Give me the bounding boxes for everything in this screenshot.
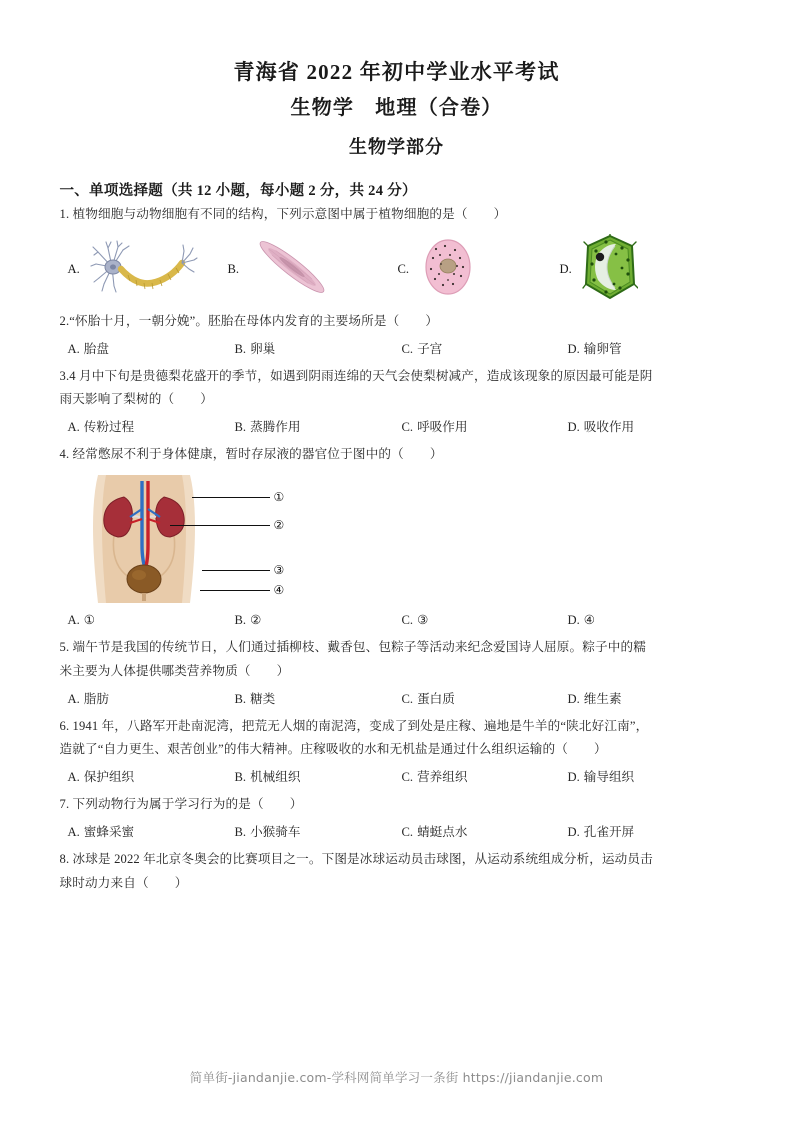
question-7-stem-end: ）: [289, 797, 303, 812]
question-8-stem-end: ）: [174, 875, 188, 890]
footer-watermark: 简单街-jiandanjie.com-学科网简单学习一条街 https://jiandanjie.com: [189, 1070, 604, 1085]
question-7: [60, 792, 742, 847]
option-c-text: 呼吸作用: [417, 420, 468, 435]
leader-line-4: [200, 590, 270, 591]
option-c[interactable]: [402, 412, 468, 442]
question-8-stem-line2: [60, 871, 742, 896]
option-a-text: 保护组织: [83, 770, 135, 785]
question-4: [60, 442, 742, 635]
section-title: 生物学部分: [349, 136, 444, 157]
question-2-stem-end: ）: [425, 313, 439, 328]
question-8-stem-line2-text: 球时动力来自（: [59, 875, 149, 890]
option-c-label: C.: [401, 420, 414, 435]
question-8: [60, 847, 742, 895]
option-c[interactable]: [402, 605, 429, 635]
option-a[interactable]: [68, 684, 109, 714]
option-d-text: 孔雀开屏: [583, 825, 635, 840]
option-a[interactable]: [68, 412, 135, 442]
callout-3: ③: [273, 563, 285, 578]
part-heading: 一、单项选择题（共 12 小题，每小题 2 分，共 24 分）: [59, 182, 417, 199]
option-a-text: 蜜蜂采蜜: [83, 825, 135, 840]
option-b[interactable]: [235, 605, 262, 635]
question-3-stem-line2: [60, 387, 742, 412]
option-a-label: A.: [67, 613, 80, 628]
option-b-text: ②: [250, 613, 262, 628]
option-b[interactable]: [235, 684, 276, 714]
option-c[interactable]: [398, 233, 478, 307]
question-7-options: [60, 817, 742, 847]
option-a[interactable]: [68, 233, 198, 307]
option-b-text: 糖类: [250, 691, 276, 706]
option-d-label: D.: [567, 825, 580, 840]
leader-line-2: [170, 525, 270, 526]
option-d-label: D.: [567, 341, 580, 356]
option-d-text: 维生素: [583, 691, 622, 706]
plant-cell-image: [582, 234, 638, 305]
question-2-stem: [60, 309, 742, 334]
question-1-stem: [60, 202, 742, 227]
question-3-stem-line2-text: 雨天影响了梨树的（: [59, 392, 175, 407]
question-5-stem: 5. 端午节是我国的传统节日，人们通过插柳枝、戴香包、包粽子等活动来纪念爱国诗人屈原。粽子中的糯: [59, 640, 647, 655]
option-c-text: 营养组织: [417, 770, 468, 785]
option-c-label: C.: [397, 262, 410, 277]
option-b-label: B.: [234, 691, 247, 706]
option-d-label: D.: [567, 613, 580, 628]
question-2: [60, 309, 742, 364]
option-d-text: 吸收作用: [583, 420, 635, 435]
page-subtitle: 生物学 地理（合卷）: [290, 96, 503, 119]
callout-2: ②: [273, 518, 285, 533]
question-6-stem: 6. 1941 年，八路军开赴南泥湾，把荒无人烟的南泥湾，变成了到处是庄稼、遍地是牛羊的“陕北好江南”，: [59, 718, 649, 733]
question-7-stem-text: 7. 下列动物行为属于学习行为的是（: [59, 797, 264, 812]
option-b[interactable]: [235, 412, 301, 442]
option-a-text: 传粉过程: [83, 420, 135, 435]
option-c[interactable]: [402, 684, 455, 714]
option-a-label: A.: [67, 262, 80, 277]
question-4-options: [60, 605, 742, 635]
option-b-label: B.: [234, 613, 247, 628]
option-a-label: A.: [67, 691, 80, 706]
option-b[interactable]: [235, 762, 301, 792]
option-d-label: D.: [559, 262, 572, 277]
question-5: [60, 635, 742, 713]
option-a[interactable]: [68, 334, 109, 364]
page-title: 青海省 2022 年初中学业水平考试: [233, 60, 560, 84]
question-8-stem: 8. 冰球是 2022 年北京冬奥会的比赛项目之一。下图是冰球运动员击球图，从运动系统组成分析，运动员击: [59, 852, 653, 867]
option-d-label: D.: [567, 691, 580, 706]
option-b-label: B.: [234, 420, 247, 435]
option-c-label: C.: [401, 691, 414, 706]
option-b-text: 小猴骑车: [250, 825, 301, 840]
option-b-text: 机械组织: [250, 770, 301, 785]
callout-4: ④: [273, 583, 285, 598]
option-c-label: C.: [401, 613, 414, 628]
option-c-text: 蛋白质: [417, 691, 455, 706]
option-c[interactable]: [402, 334, 443, 364]
leader-line-3: [202, 570, 270, 571]
question-4-stem: [60, 442, 742, 467]
question-5-stem-line2-text: 米主要为人体提供哪类营养物质（: [59, 663, 251, 678]
option-c-text: 蜻蜓点水: [417, 825, 468, 840]
option-d-label: D.: [567, 420, 580, 435]
option-b-label: B.: [234, 770, 247, 785]
diagram-callouts: [212, 475, 312, 603]
muscle-cell-image: [249, 236, 335, 303]
question-6-options: [60, 762, 742, 792]
option-b-text: 卵巢: [250, 341, 276, 356]
option-c-text: 子宫: [417, 341, 443, 356]
option-b[interactable]: [228, 233, 336, 307]
option-d[interactable]: [568, 817, 635, 847]
option-a-label: A.: [67, 420, 80, 435]
animal-cell-image: [419, 236, 477, 303]
option-d[interactable]: [568, 412, 635, 442]
option-c-text: ③: [417, 613, 429, 628]
callout-1: ①: [273, 490, 285, 505]
option-a-label: A.: [67, 825, 80, 840]
option-b-label: B.: [227, 262, 240, 277]
option-a-text: ①: [83, 613, 96, 628]
question-3-options: [60, 412, 742, 442]
option-c-label: C.: [401, 825, 414, 840]
option-d-text: 输卵管: [583, 341, 622, 356]
question-6-stem-end: ）: [594, 742, 607, 757]
option-d[interactable]: [560, 233, 638, 307]
question-3-stem-end: ）: [200, 392, 213, 407]
urinary-system-diagram: [84, 475, 314, 603]
option-a[interactable]: [68, 605, 96, 635]
option-a-label: A.: [67, 341, 80, 356]
question-4-stem-end: ）: [429, 447, 443, 462]
question-1: [60, 202, 742, 307]
option-d-label: D.: [567, 770, 580, 785]
question-2-stem-text: 2.“怀胎十月，一朝分娩”。胚胎在母体内发育的主要场所是（: [59, 313, 400, 328]
option-a-label: A.: [67, 770, 80, 785]
option-c-label: C.: [401, 770, 414, 785]
question-1-stem-end: ）: [493, 206, 507, 221]
option-a[interactable]: [68, 817, 135, 847]
option-b[interactable]: [235, 334, 276, 364]
neuron-cell-image: [90, 236, 198, 303]
option-d[interactable]: [568, 605, 596, 635]
question-2-options: [60, 334, 742, 364]
question-1-stem-text: 1. 植物细胞与动物细胞有不同的结构，下列示意图中属于植物细胞的是（: [59, 206, 468, 221]
question-1-options: [60, 233, 742, 307]
option-a[interactable]: [68, 762, 135, 792]
option-c[interactable]: [402, 762, 468, 792]
urinary-system-svg: [84, 475, 216, 603]
option-d-text: ④: [583, 613, 596, 628]
body-area: [52, 179, 742, 896]
question-5-stem-end: ）: [276, 663, 290, 678]
question-6-stem-line2-text: 造就了“自力更生、艰苦创业”的伟大精神。庄稼吸收的水和无机盐是通过什么组织运输的（: [59, 742, 568, 757]
option-b[interactable]: [235, 817, 301, 847]
question-6: [60, 714, 742, 792]
option-c[interactable]: [402, 817, 468, 847]
option-b-label: B.: [234, 341, 247, 356]
option-a-text: 胎盘: [83, 341, 109, 356]
option-d[interactable]: [568, 334, 622, 364]
question-7-stem: [60, 792, 742, 817]
question-3-stem: 3.4 月中下旬是贵德梨花盛开的季节，如遇到阴雨连绵的天气会使梨树减产，造成该现象的原因最可能是阴: [59, 368, 653, 383]
question-5-options: [60, 684, 742, 714]
option-d[interactable]: [568, 762, 635, 792]
leader-line-1: [192, 497, 270, 498]
question-5-stem-line2: [60, 659, 742, 684]
question-4-stem-text: 4. 经常憋尿不利于身体健康，暂时存尿液的器官位于图中的（: [59, 447, 404, 462]
option-c-label: C.: [401, 341, 414, 356]
title-block: [0, 0, 793, 165]
option-d[interactable]: [568, 684, 622, 714]
option-a-text: 脂肪: [83, 691, 109, 706]
option-b-text: 蒸腾作用: [250, 420, 301, 435]
option-b-label: B.: [234, 825, 247, 840]
option-d-text: 输导组织: [583, 770, 635, 785]
question-6-stem-line2: [60, 737, 742, 762]
question-3: [60, 364, 742, 442]
